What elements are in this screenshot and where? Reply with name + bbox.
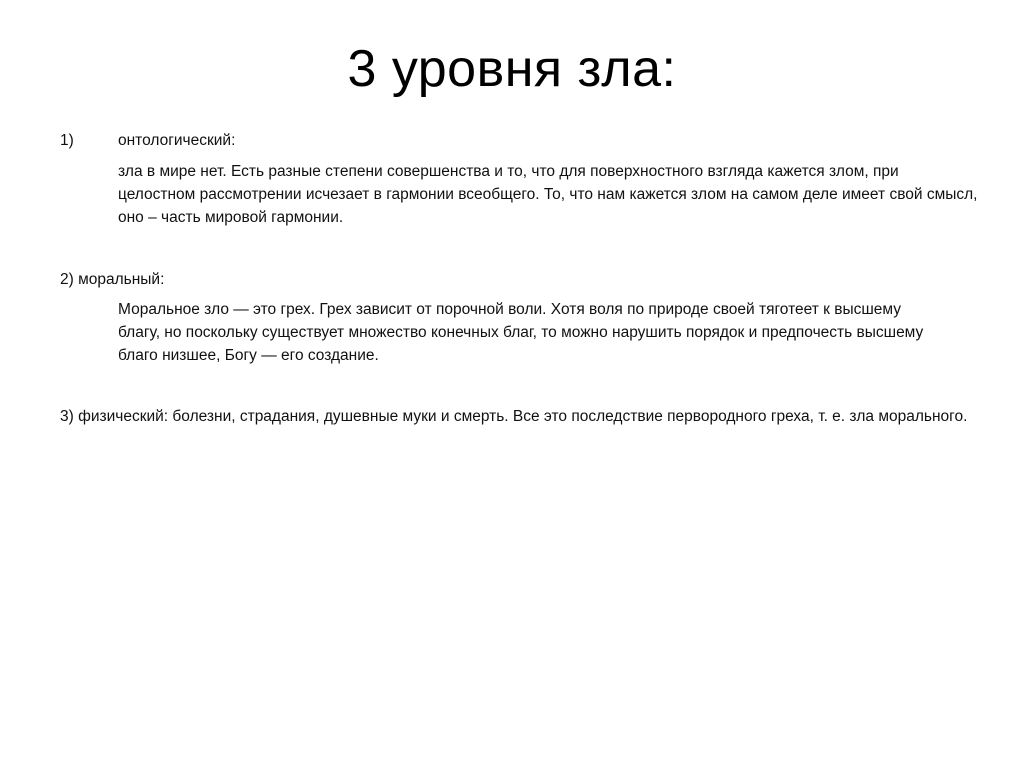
item-1-label: онтологический: <box>118 132 236 149</box>
slide-title: 3 уровня зла: <box>347 40 677 98</box>
item-3-text: 3) физический: болезни, страдания, душевные муки и смерть. Все это последствие первородного греха, т. е. зла морального. <box>60 408 968 425</box>
item-2-paragraph: Моральное зло — это грех. Грех зависит от порочной воли. Хотя воля по природе своей тяготеет к высшему благу, но поскольку существует множество конечных благ, то можно нарушить порядок и предпочесть высшему благо низшее, Богу — его создание. <box>118 301 924 364</box>
item-2-label: 2) моральный: <box>60 271 165 288</box>
item-1-number: 1) <box>60 132 74 149</box>
item-1-paragraph: зла в мире нет. Есть разные степени совершенства и то, что для поверхностного взгляда кажется злом, при целостном рассмотрении исчезает в гармонии всеобщего. То, что нам кажется злом на самом деле имеет свой смысл, оно – часть мировой гармонии. <box>118 163 978 226</box>
